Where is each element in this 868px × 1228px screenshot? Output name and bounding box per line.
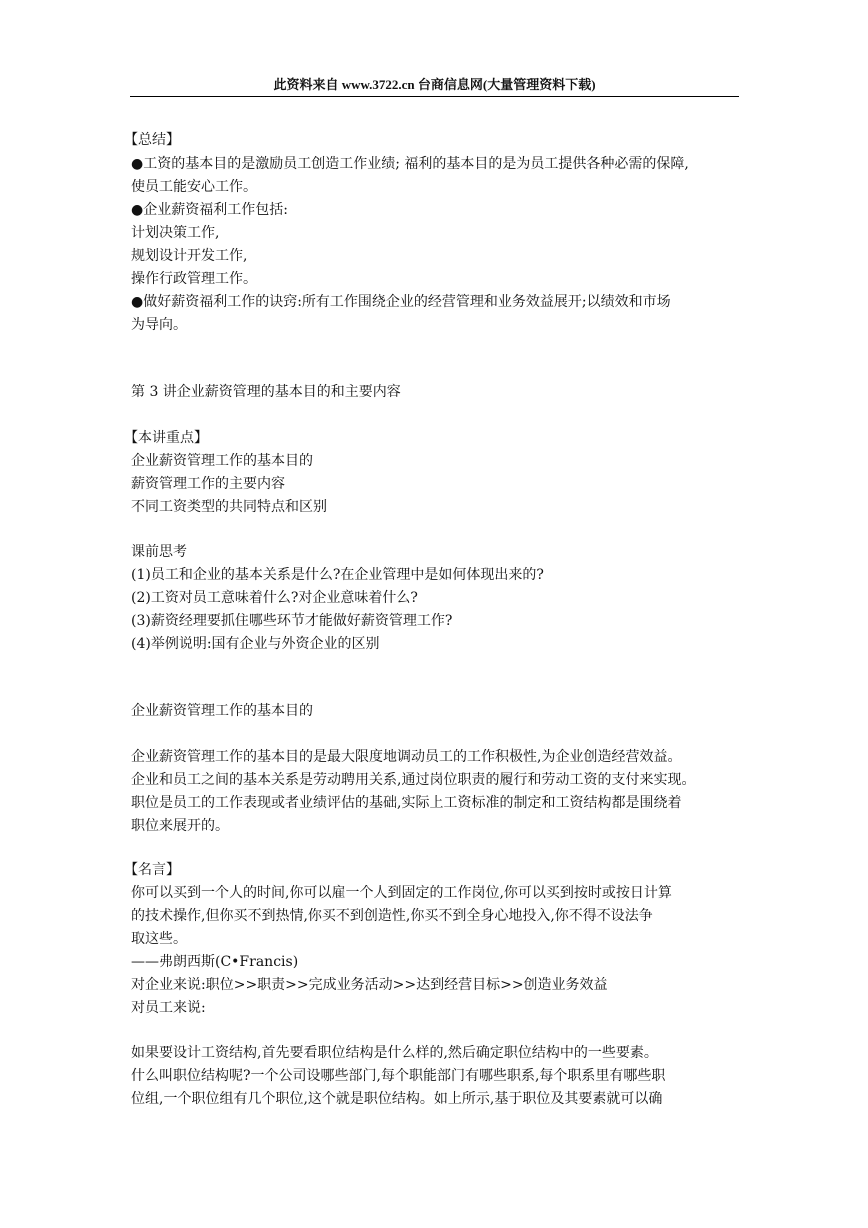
text-line: 计划决策工作, bbox=[131, 225, 220, 241]
text-line: 取这些。 bbox=[131, 931, 187, 947]
text-line: (2)工资对员工意味着什么?对企业意味着什么? bbox=[131, 590, 418, 606]
heading-key-points: 【本讲重点】 bbox=[124, 430, 208, 446]
text-line: 职位来展开的。 bbox=[131, 818, 229, 834]
text-line: 什么叫职位结构呢?一个公司设哪些部门,每个职能部门有哪些职系,每个职系里有哪些职 bbox=[131, 1068, 666, 1084]
text-line: 使员工能安心工作。 bbox=[131, 179, 257, 195]
heading-pre-class: 课前思考 bbox=[131, 544, 187, 560]
text-line: 对企业来说:职位>>职责>>完成业务活动>>达到经营目标>>创造业务效益 bbox=[131, 977, 608, 993]
text-line: 不同工资类型的共同特点和区别 bbox=[131, 499, 327, 515]
quote-attribution: ——弗朗西斯(C•Francis) bbox=[131, 954, 299, 970]
text-line: 企业薪资管理工作的基本目的是最大限度地调动员工的工作积极性,为企业创造经营效益。 bbox=[131, 749, 682, 765]
text-line: 薪资管理工作的主要内容 bbox=[131, 476, 285, 492]
text-line: 企业薪资管理工作的基本目的 bbox=[131, 453, 313, 469]
page-header: 此资料来自 www.3722.cn 台商信息网(大量管理资料下载) bbox=[273, 77, 596, 92]
header-divider bbox=[130, 96, 739, 97]
text-line: 你可以买到一个人的时间,你可以雇一个人到固定的工作岗位,你可以买到按时或按日计算 bbox=[131, 885, 672, 901]
text-line: 的技术操作,但你买不到热情,你买不到创造性,你买不到全身心地投入,你不得不设法争 bbox=[131, 908, 653, 924]
text-line: (4)举例说明:国有企业与外资企业的区别 bbox=[131, 636, 380, 652]
text-line: ●工资的基本目的是激励员工创造工作业绩; 福利的基本目的是为员工提供各种必需的保障, bbox=[131, 156, 689, 172]
text-line: 规划设计开发工作, bbox=[131, 248, 248, 264]
text-line: 职位是员工的工作表现或者业绩评估的基础,实际上工资标准的制定和工资结构都是围绕着 bbox=[131, 795, 682, 811]
lecture-title: 第 3 讲企业薪资管理的基本目的和主要内容 bbox=[131, 384, 401, 400]
text-line: (1)员工和企业的基本关系是什么?在企业管理中是如何体现出来的? bbox=[131, 567, 544, 583]
heading-summary: 【总结】 bbox=[124, 132, 180, 148]
text-line: ●做好薪资福利工作的诀窍:所有工作围绕企业的经营管理和业务效益展开;以绩效和市场 bbox=[131, 294, 671, 310]
text-line: 企业和员工之间的基本关系是劳动聘用关系,通过岗位职责的履行和劳动工资的支付来实现。 bbox=[131, 772, 696, 788]
heading-quote: 【名言】 bbox=[124, 862, 180, 878]
text-line: (3)薪资经理要抓住哪些环节才能做好薪资管理工作? bbox=[131, 613, 453, 629]
section-title: 企业薪资管理工作的基本目的 bbox=[131, 703, 313, 719]
text-line: 为导向。 bbox=[131, 317, 187, 333]
text-line: 对员工来说: bbox=[131, 1000, 206, 1016]
text-line: ●企业薪资福利工作包括: bbox=[131, 202, 288, 218]
text-line: 位组,一个职位组有几个职位,这个就是职位结构。如上所示,基于职位及其要素就可以确 bbox=[131, 1091, 663, 1107]
text-line: 如果要设计工资结构,首先要看职位结构是什么样的,然后确定职位结构中的一些要素。 bbox=[131, 1045, 658, 1061]
text-line: 操作行政管理工作。 bbox=[131, 271, 257, 287]
